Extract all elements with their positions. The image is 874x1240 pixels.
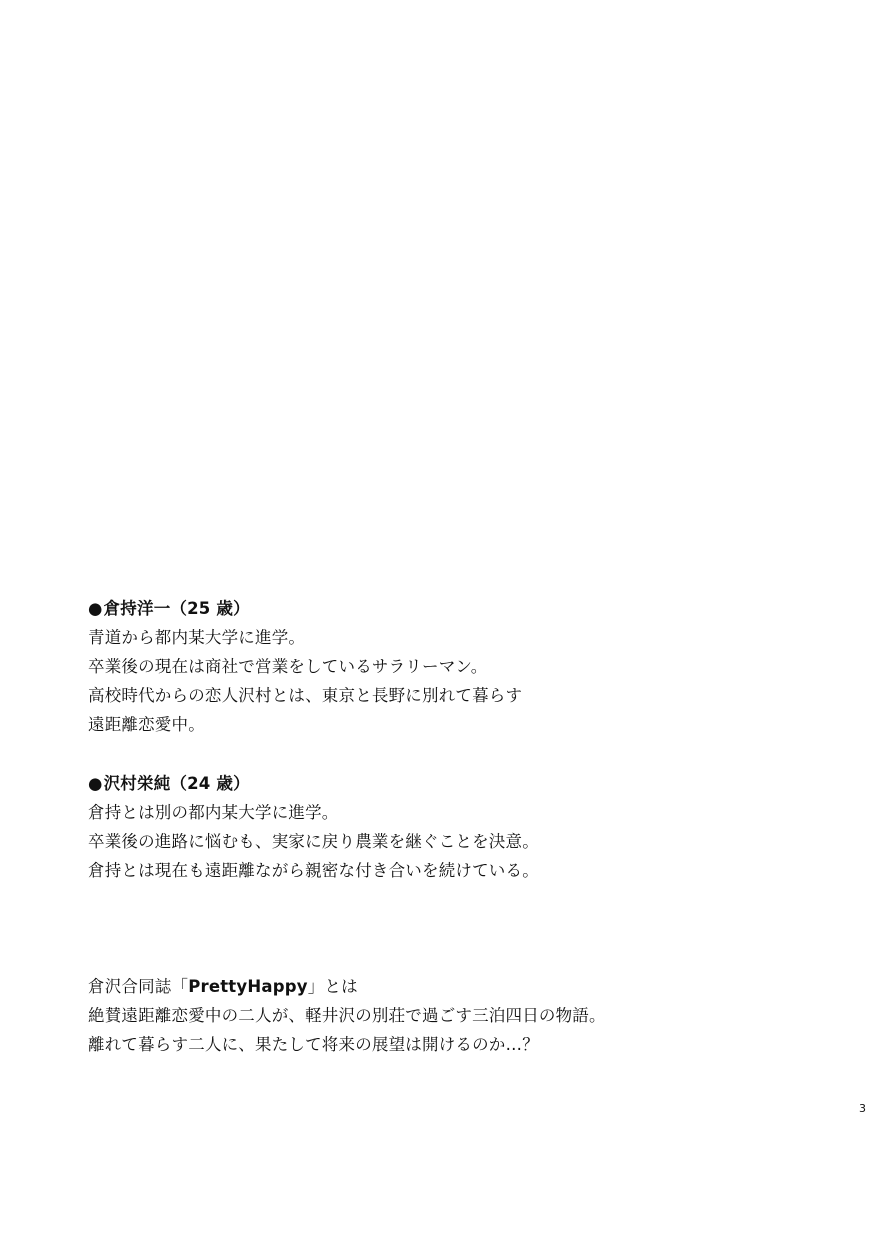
book-summary: [88, 972, 788, 1059]
page-number: 3: [859, 1102, 866, 1115]
book-title: PrettyHappy: [188, 977, 308, 996]
summary-intro-prefix: 倉沢合同誌「: [88, 977, 189, 996]
summary-intro: [88, 972, 788, 1001]
profile-line: 卒業後の進路に悩むも、実家に戻り農業を継ぐことを決意。: [88, 832, 539, 851]
profile-line: 倉持とは別の都内某大学に進学。: [88, 803, 339, 822]
character-profile-kuramochi: [88, 594, 788, 739]
profile-heading: [88, 594, 788, 623]
profile-line: 遠距離恋愛中。: [88, 715, 205, 734]
summary-line: 絶賛遠距離恋愛中の二人が、軽井沢の別荘で過ごす三泊四日の物語。: [88, 1006, 606, 1025]
bullet-icon: ●: [88, 599, 103, 618]
profile-line: 卒業後の現在は商社で営業をしているサラリーマン。: [88, 657, 488, 676]
profile-name: 倉持洋一（25 歳）: [103, 599, 250, 618]
profile-line: 青道から都内某大学に進学。: [88, 628, 306, 647]
summary-line: 離れて暮らす二人に、果たして将来の展望は開けるのか…？: [88, 1035, 539, 1054]
character-profile-sawamura: [88, 769, 788, 885]
summary-intro-suffix: 」とは: [307, 977, 358, 996]
profile-heading: [88, 769, 788, 798]
profile-line: 高校時代からの恋人沢村とは、東京と長野に別れて暮らす: [88, 686, 523, 705]
profile-line: 倉持とは現在も遠距離ながら親密な付き合いを続けている。: [88, 861, 539, 880]
profile-name: 沢村栄純（24 歳）: [103, 774, 250, 793]
bullet-icon: ●: [88, 774, 103, 793]
